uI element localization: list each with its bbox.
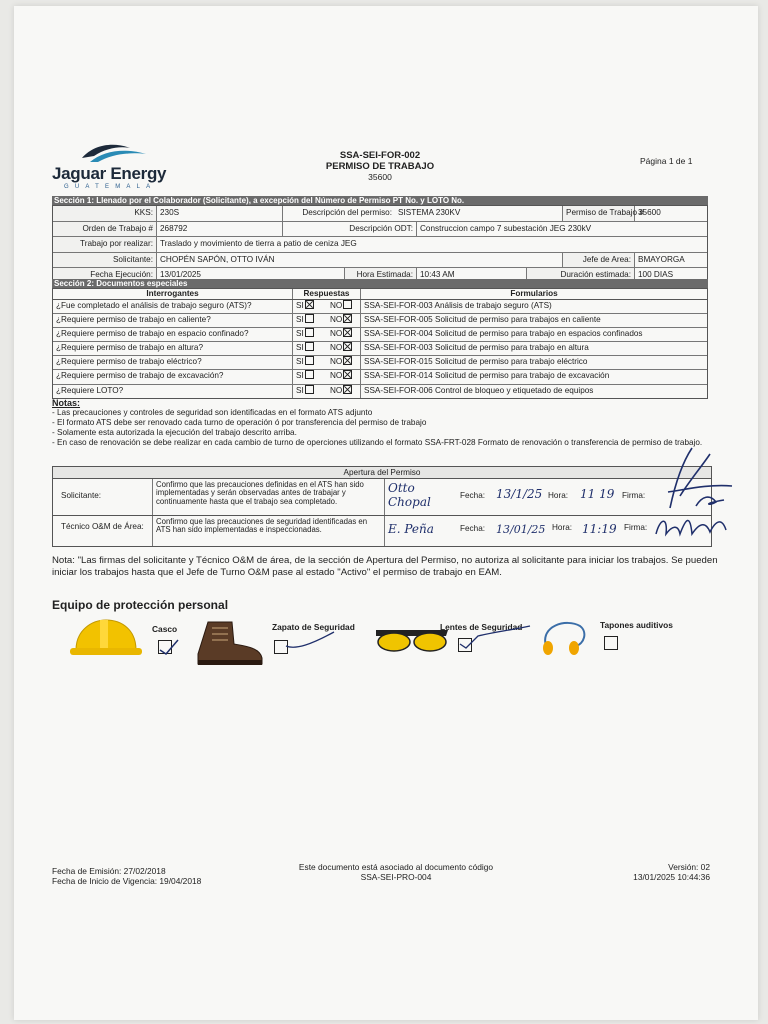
- solicitante-handwritten-time: 11 19: [580, 487, 615, 501]
- epp-label-casco: Casco: [152, 624, 178, 634]
- page-number: Página 1 de 1: [640, 156, 693, 166]
- kks-label: KKS:: [53, 206, 157, 221]
- safety-boot-icon: [194, 618, 266, 668]
- question-text: ¿Requiere permiso de trabajo en espacio confinado?: [53, 328, 293, 341]
- form-code: SSA-SEI-FOR-002: [339, 150, 421, 161]
- fecha-label: Fecha:: [460, 524, 486, 533]
- si-checkbox[interactable]: [305, 370, 314, 379]
- form-reference: SSA-SEI-FOR-006 Control de bloqueo y etiquetado de equipos: [364, 385, 594, 395]
- authorization-note: Nota: "Las firmas del solicitante y Técnico O&M de área, de la sección de Apertura del Permiso, no autoriza al solicitante para iniciar los trabajos. Se pueden iniciar los trabajos hasta que el Jefe de Turno O&M pase al estado "Activo" el permiso de trabajo en EAM.: [52, 555, 718, 578]
- apertura-table: [52, 466, 712, 547]
- solicitante-label: Solicitante:: [53, 253, 157, 268]
- desc-permiso-value: SISTEMA 230KV: [395, 206, 563, 221]
- solicitante-handwritten-date: 13/1/25: [496, 487, 543, 501]
- question-text: ¿Requiere LOTO?: [53, 385, 293, 398]
- duracion-value: 100 DIAS: [638, 270, 674, 280]
- hora-value: 10:43 AM: [417, 268, 527, 283]
- company-logo: [52, 142, 182, 196]
- si-label: SI: [296, 357, 304, 367]
- fecha-emision: Fecha de Emisión: 27/02/2018: [52, 866, 166, 876]
- question-text: ¿Fue completado el análisis de trabajo seguro (ATS)?: [53, 300, 293, 313]
- question-row: [53, 328, 707, 342]
- row-solicitante: [53, 253, 707, 269]
- question-text: ¿Requiere permiso de trabajo de excavación?: [53, 370, 293, 383]
- fecha-value: 13/01/2025: [157, 268, 345, 283]
- footer-dates: [52, 866, 201, 886]
- note-line: - Las precauciones y controles de seguridad son identificadas en el formato ATS adjunto: [52, 408, 373, 417]
- question-row: [53, 300, 707, 314]
- no-label: NO: [330, 328, 343, 338]
- answer-si: [293, 328, 327, 341]
- form-reference: SSA-SEI-FOR-014 Solicitud de permiso para trabajo de excavación: [364, 371, 610, 381]
- fecha-label: Fecha Ejecución:: [53, 268, 157, 283]
- epp-label-tapones: Tapones auditivos: [600, 620, 673, 630]
- solicitante-statement: Confirmo que las precauciones definidas en el ATS han sido implementadas y serán observadas antes de trabajar y continuamente hasta que el trabajo sea completado.: [153, 479, 385, 515]
- fecha-label: Fecha:: [460, 491, 486, 500]
- tecnico-handwritten-date: 13/01/25: [496, 523, 546, 536]
- associated-doc-text: Este documento está asociado al documento código: [298, 862, 494, 872]
- kks-value: 230S: [157, 206, 283, 221]
- hard-hat-icon: [68, 618, 144, 664]
- section2-table: [52, 288, 708, 399]
- fecha-vigencia: Fecha de Inicio de Vigencia: 19/04/2018: [52, 876, 202, 886]
- answer-si: [293, 370, 327, 383]
- no-label: NO: [330, 385, 343, 395]
- row-kks: [53, 206, 707, 222]
- question-text: ¿Requiere permiso de trabajo en caliente?: [53, 314, 293, 327]
- earplugs-icon: [536, 616, 592, 656]
- answer-no: [327, 300, 361, 313]
- si-checkbox[interactable]: [305, 300, 314, 309]
- answer-no: [327, 385, 361, 398]
- row-trabajo: [53, 237, 707, 253]
- associated-doc-code: SSA-SEI-PRO-004: [360, 872, 432, 882]
- si-label: SI: [296, 314, 304, 324]
- answer-no: [327, 370, 361, 383]
- section2-title: Sección 2: Documentos especiales: [52, 279, 708, 288]
- casco-check-mark: [158, 636, 180, 656]
- no-checkbox[interactable]: [343, 300, 352, 309]
- form-reference: SSA-SEI-FOR-005 Solicitud de permiso para trabajos en caliente: [364, 314, 601, 324]
- footer-version: [560, 862, 710, 882]
- form-title: PERMISO DE TRABAJO: [325, 161, 435, 172]
- question-row: [53, 314, 707, 328]
- si-checkbox[interactable]: [305, 328, 314, 337]
- permiso-trabajo-value: 35600: [638, 208, 661, 217]
- col-respuestas: Respuestas: [293, 289, 361, 299]
- version-label: Versión: 02: [668, 862, 710, 872]
- form-reference: SSA-SEI-FOR-015 Solicitud de permiso para trabajo eléctrico: [364, 357, 588, 367]
- trabajo-value: Traslado y movimiento de tierra a patio de ceniza JEG: [160, 239, 357, 249]
- row-orden: [53, 222, 707, 238]
- no-label: NO: [330, 300, 343, 310]
- no-checkbox[interactable]: [343, 328, 352, 337]
- note-line: - Solamente esta autorizada la ejecución del trabajo descrito arriba.: [52, 428, 297, 437]
- tecnico-role: Técnico O&M de Área:: [53, 516, 153, 546]
- note-line: - En caso de renovación se debe realizar en cada cambio de turno de operciones utilizando el formato SSA-FRT-028 Formato de renovación o transferencia de permiso de trabajo.: [52, 438, 703, 447]
- si-checkbox[interactable]: [305, 385, 314, 394]
- si-checkbox[interactable]: [305, 342, 314, 351]
- footer-associated-doc: [276, 862, 516, 882]
- answer-no: [327, 342, 361, 355]
- col-interrogantes: Interrogantes: [53, 289, 293, 299]
- answer-no: [327, 314, 361, 327]
- tapones-checkbox[interactable]: [604, 636, 618, 650]
- orden-label: Orden de Trabajo #: [53, 222, 157, 237]
- si-label: SI: [296, 343, 304, 353]
- epp-title: Equipo de protección personal: [52, 598, 229, 612]
- no-checkbox[interactable]: [343, 356, 352, 365]
- notes-title: Notas:: [52, 398, 81, 408]
- solicitante-handwritten-name: Otto Chopal: [388, 481, 431, 509]
- si-checkbox[interactable]: [305, 314, 314, 323]
- zapato-check-mark: [282, 628, 338, 652]
- trabajo-label: Trabajo por realizar:: [53, 237, 157, 252]
- jefe-value: BMAYORGA: [638, 254, 685, 264]
- apertura-row-tecnico: [53, 516, 711, 546]
- no-checkbox[interactable]: [343, 385, 352, 394]
- apertura-title: Apertura del Permiso: [53, 467, 711, 479]
- solicitante-value: CHOPÉN SAPÓN, OTTO IVÁN: [157, 253, 563, 268]
- section1-title: Sección 1: Llenado por el Colaborador (Solicitante), a excepción del Número de Permiso PT No. y LOTO No.: [52, 196, 708, 205]
- logo-swoosh-icon: [80, 142, 150, 164]
- desc-permiso-label: Descripción del permiso:: [302, 208, 392, 217]
- notes-block: [52, 398, 712, 448]
- no-label: NO: [330, 343, 343, 353]
- tecnico-handwritten-name: E. Peña: [388, 522, 434, 536]
- answer-no: [327, 328, 361, 341]
- no-label: NO: [330, 314, 343, 324]
- form-reference: SSA-SEI-FOR-003 Solicitud de permiso para trabajo en altura: [364, 343, 589, 353]
- answer-si: [293, 385, 327, 398]
- answer-si: [293, 300, 327, 313]
- brand-name: Jaguar Energy: [52, 164, 167, 183]
- answer-si: [293, 342, 327, 355]
- firma-label: Firma:: [622, 491, 646, 500]
- no-checkbox[interactable]: [343, 342, 352, 351]
- si-checkbox[interactable]: [305, 356, 314, 365]
- tecnico-statement: Confirmo que las precauciones de seguridad identificadas en ATS han sido implementadas e inspeccionadas.: [153, 516, 385, 546]
- hora-label: Hora:: [548, 491, 569, 500]
- answer-si: [293, 314, 327, 327]
- form-reference: SSA-SEI-FOR-003 Análisis de trabajo seguro (ATS): [364, 300, 552, 310]
- no-label: NO: [330, 371, 343, 381]
- si-label: SI: [296, 300, 304, 310]
- firma-label: Firma:: [624, 523, 648, 532]
- question-row: [53, 370, 707, 384]
- si-label: SI: [296, 371, 304, 381]
- jefe-label: Jefe de Area:: [563, 253, 635, 268]
- si-label: SI: [296, 385, 304, 395]
- apertura-row-solicitante: [53, 479, 711, 516]
- question-row: [53, 342, 707, 356]
- note-line: - El formato ATS debe ser renovado cada turno de operación ó por transferencia del permiso de trabajo: [52, 418, 427, 427]
- answer-si: [293, 356, 327, 369]
- question-row: [53, 356, 707, 370]
- question-text: ¿Requiere permiso de trabajo en altura?: [53, 342, 293, 355]
- answer-no: [327, 356, 361, 369]
- brand-subtitle: GUATEMALA: [64, 184, 157, 190]
- desc-odt-value: Construccion campo 7 subestación JEG 230kV: [420, 223, 592, 233]
- print-timestamp: 13/01/2025 10:44:36: [633, 872, 710, 882]
- duracion-label: Duración estimada:: [527, 268, 635, 283]
- permiso-trabajo-label: Permiso de Trabajo #: [563, 206, 635, 221]
- hora-label: Hora:: [552, 523, 573, 532]
- section1-table: [52, 205, 708, 284]
- form-header: [300, 150, 460, 183]
- section2-header: [53, 289, 707, 300]
- tecnico-signature: [650, 508, 740, 544]
- lentes-check-mark: [458, 624, 534, 650]
- tecnico-handwritten-time: 11:19: [582, 522, 617, 536]
- form-reference: SSA-SEI-FOR-004 Solicitud de permiso para trabajo en espacios confinados: [364, 328, 643, 338]
- orden-value: 268792: [157, 222, 283, 237]
- no-checkbox[interactable]: [343, 370, 352, 379]
- question-text: ¿Requiere permiso de trabajo eléctrico?: [53, 356, 293, 369]
- no-checkbox[interactable]: [343, 314, 352, 323]
- epp-label-zapato: Zapato de Seguridad: [272, 622, 355, 632]
- question-row: [53, 385, 707, 398]
- epp-label-lentes: Lentes de Seguridad: [440, 622, 523, 632]
- hora-label: Hora Estimada:: [345, 268, 417, 283]
- col-formularios: Formularios: [510, 289, 558, 298]
- no-label: NO: [330, 357, 343, 367]
- form-number: 35600: [368, 172, 392, 182]
- desc-odt-label: Descripción ODT:: [283, 222, 417, 237]
- si-label: SI: [296, 328, 304, 338]
- solicitante-role: Solicitante:: [53, 479, 153, 515]
